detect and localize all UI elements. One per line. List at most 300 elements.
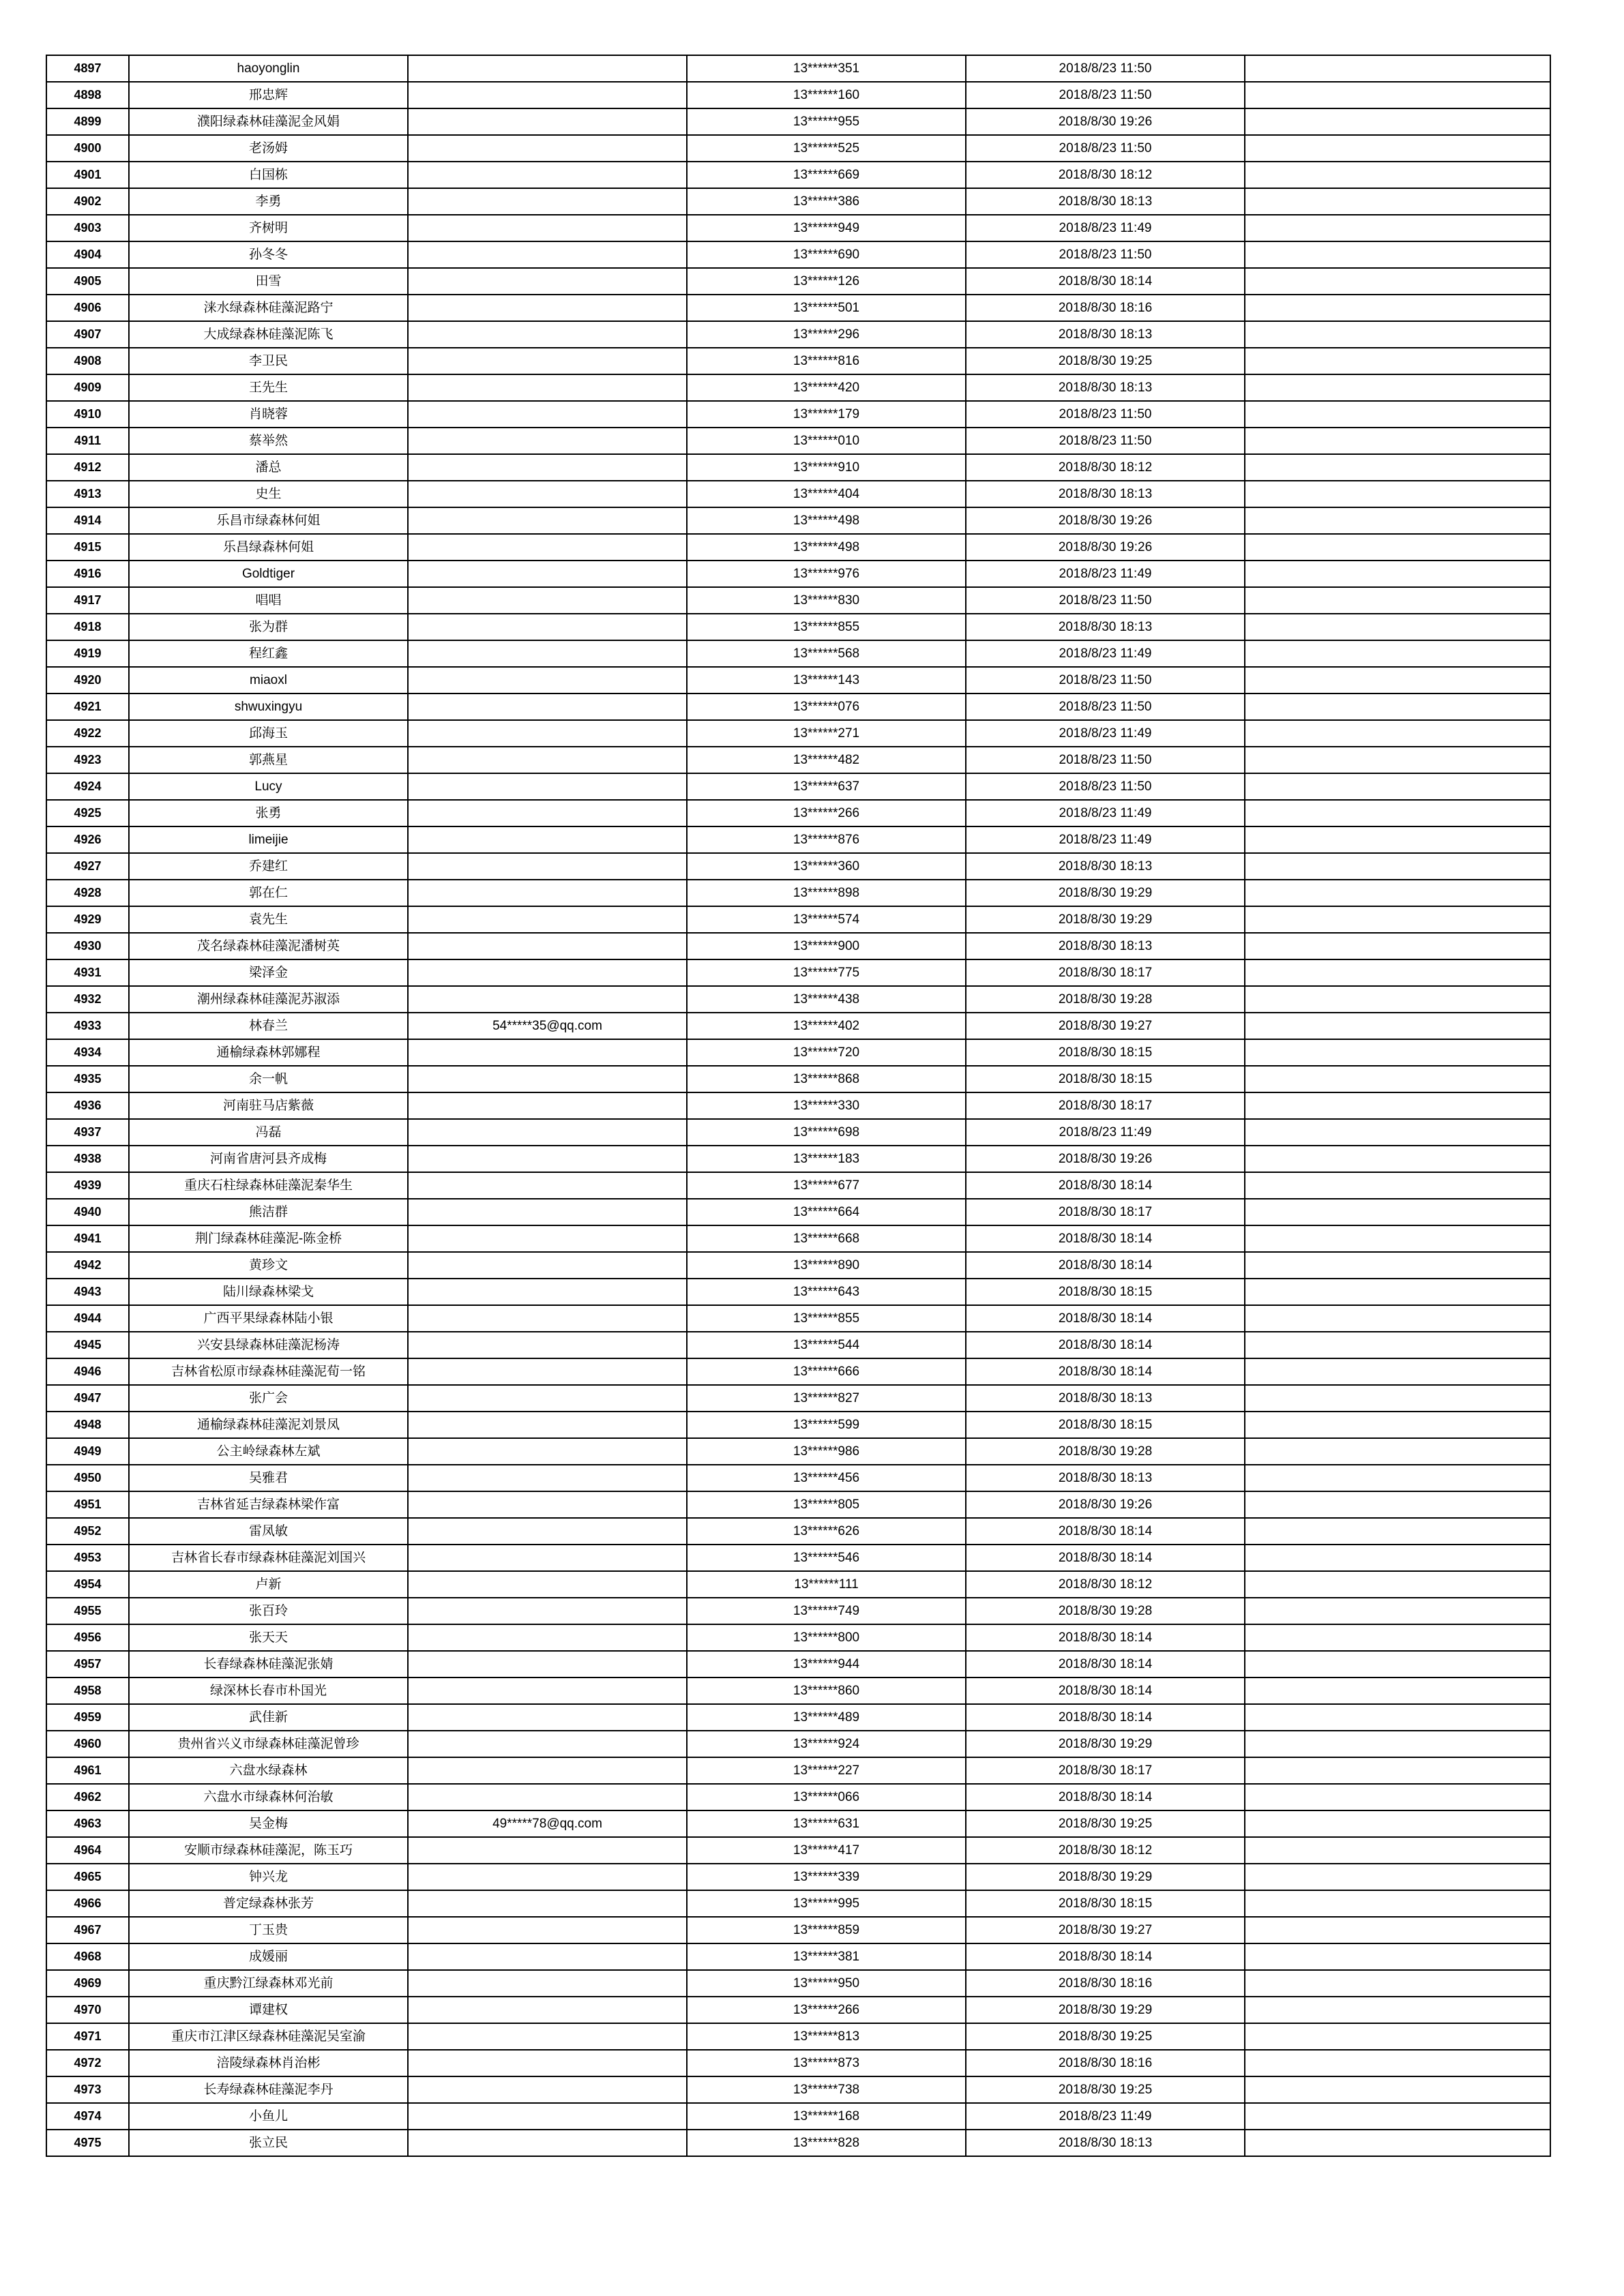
timestamp-cell: 2018/8/30 19:26 — [966, 108, 1245, 135]
phone-cell: 13******859 — [687, 1917, 966, 1943]
name-cell: 唱唱 — [129, 587, 408, 614]
name-cell: 王先生 — [129, 374, 408, 401]
email-cell — [408, 1412, 687, 1438]
table-row — [46, 773, 1550, 800]
row-number-cell: 4962 — [46, 1784, 129, 1810]
table-row — [46, 2103, 1550, 2130]
phone-cell: 13******666 — [687, 1358, 966, 1385]
note-cell — [1245, 428, 1550, 454]
timestamp-cell: 2018/8/30 18:14 — [966, 1651, 1245, 1678]
table-row — [46, 1066, 1550, 1092]
note-cell — [1245, 1039, 1550, 1066]
row-number-cell: 4973 — [46, 2076, 129, 2103]
row-number-cell: 4955 — [46, 1598, 129, 1624]
phone-cell: 13******168 — [687, 2103, 966, 2130]
phone-cell: 13******266 — [687, 800, 966, 826]
note-cell — [1245, 773, 1550, 800]
note-cell — [1245, 1279, 1550, 1305]
phone-cell: 13******855 — [687, 1305, 966, 1332]
email-cell — [408, 614, 687, 640]
row-number-cell: 4922 — [46, 720, 129, 747]
table-row — [46, 215, 1550, 241]
email-cell — [408, 1066, 687, 1092]
timestamp-cell: 2018/8/23 11:49 — [966, 640, 1245, 667]
row-number-cell: 4924 — [46, 773, 129, 800]
table-row — [46, 694, 1550, 720]
row-number-cell: 4948 — [46, 1412, 129, 1438]
note-cell — [1245, 1465, 1550, 1491]
phone-cell: 13******420 — [687, 374, 966, 401]
timestamp-cell: 2018/8/23 11:50 — [966, 667, 1245, 694]
row-number-cell: 4975 — [46, 2130, 129, 2156]
phone-cell: 13******860 — [687, 1678, 966, 1704]
note-cell — [1245, 481, 1550, 507]
phone-cell: 13******339 — [687, 1864, 966, 1890]
note-cell — [1245, 1545, 1550, 1571]
row-number-cell: 4968 — [46, 1943, 129, 1970]
row-number-cell: 4931 — [46, 959, 129, 986]
timestamp-cell: 2018/8/23 11:50 — [966, 241, 1245, 268]
name-cell: 史生 — [129, 481, 408, 507]
row-number-cell: 4927 — [46, 853, 129, 880]
note-cell — [1245, 747, 1550, 773]
phone-cell: 13******456 — [687, 1465, 966, 1491]
table-row — [46, 1092, 1550, 1119]
phone-cell: 13******827 — [687, 1385, 966, 1412]
email-cell — [408, 1864, 687, 1890]
name-cell: 黄珍文 — [129, 1252, 408, 1279]
email-cell — [408, 82, 687, 108]
timestamp-cell: 2018/8/23 11:50 — [966, 694, 1245, 720]
email-cell — [408, 1571, 687, 1598]
email-cell — [408, 2050, 687, 2076]
email-cell — [408, 321, 687, 348]
name-cell: 安顺市绿森林硅藻泥，陈玉巧 — [129, 1837, 408, 1864]
table-row — [46, 1757, 1550, 1784]
note-cell — [1245, 108, 1550, 135]
row-number-cell: 4935 — [46, 1066, 129, 1092]
name-cell: 乐昌绿森林何姐 — [129, 534, 408, 561]
row-number-cell: 4934 — [46, 1039, 129, 1066]
timestamp-cell: 2018/8/30 18:17 — [966, 1757, 1245, 1784]
phone-cell: 13******890 — [687, 1252, 966, 1279]
table-row — [46, 268, 1550, 295]
email-cell — [408, 1704, 687, 1731]
row-number-cell: 4953 — [46, 1545, 129, 1571]
row-number-cell: 4964 — [46, 1837, 129, 1864]
note-cell — [1245, 853, 1550, 880]
row-number-cell: 4918 — [46, 614, 129, 640]
phone-cell: 13******816 — [687, 348, 966, 374]
timestamp-cell: 2018/8/23 11:49 — [966, 561, 1245, 587]
timestamp-cell: 2018/8/30 19:27 — [966, 1917, 1245, 1943]
timestamp-cell: 2018/8/30 18:15 — [966, 1039, 1245, 1066]
table-row — [46, 1465, 1550, 1491]
timestamp-cell: 2018/8/23 11:50 — [966, 587, 1245, 614]
timestamp-cell: 2018/8/30 19:29 — [966, 1731, 1245, 1757]
timestamp-cell: 2018/8/30 18:16 — [966, 2050, 1245, 2076]
table-row — [46, 82, 1550, 108]
phone-cell: 13******599 — [687, 1412, 966, 1438]
note-cell — [1245, 1837, 1550, 1864]
email-cell — [408, 773, 687, 800]
name-cell: 齐树明 — [129, 215, 408, 241]
table-row — [46, 1651, 1550, 1678]
row-number-cell: 4965 — [46, 1864, 129, 1890]
row-number-cell: 4898 — [46, 82, 129, 108]
email-cell — [408, 933, 687, 959]
phone-cell: 13******677 — [687, 1172, 966, 1199]
name-cell: 白国栋 — [129, 162, 408, 188]
timestamp-cell: 2018/8/30 18:15 — [966, 1890, 1245, 1917]
row-number-cell: 4936 — [46, 1092, 129, 1119]
email-cell — [408, 694, 687, 720]
phone-cell: 13******738 — [687, 2076, 966, 2103]
phone-cell: 13******720 — [687, 1039, 966, 1066]
row-number-cell: 4933 — [46, 1013, 129, 1039]
note-cell — [1245, 1092, 1550, 1119]
email-cell — [408, 348, 687, 374]
phone-cell: 13******643 — [687, 1279, 966, 1305]
email-cell — [408, 55, 687, 82]
name-cell: limeijie — [129, 826, 408, 853]
note-cell — [1245, 2076, 1550, 2103]
email-cell: 49*****78@qq.com — [408, 1810, 687, 1837]
table-row — [46, 295, 1550, 321]
timestamp-cell: 2018/8/30 18:13 — [966, 933, 1245, 959]
note-cell — [1245, 1119, 1550, 1146]
name-cell: 李卫民 — [129, 348, 408, 374]
timestamp-cell: 2018/8/30 18:14 — [966, 1678, 1245, 1704]
phone-cell: 13******813 — [687, 2023, 966, 2050]
note-cell — [1245, 1943, 1550, 1970]
phone-cell: 13******775 — [687, 959, 966, 986]
row-number-cell: 4939 — [46, 1172, 129, 1199]
note-cell — [1245, 800, 1550, 826]
note-cell — [1245, 1624, 1550, 1651]
timestamp-cell: 2018/8/30 18:13 — [966, 321, 1245, 348]
email-cell — [408, 268, 687, 295]
note-cell — [1245, 1013, 1550, 1039]
row-number-cell: 4971 — [46, 2023, 129, 2050]
timestamp-cell: 2018/8/30 19:26 — [966, 507, 1245, 534]
name-cell: 濮阳绿森林硅藻泥金风娟 — [129, 108, 408, 135]
phone-cell: 13******271 — [687, 720, 966, 747]
phone-cell: 13******066 — [687, 1784, 966, 1810]
note-cell — [1245, 1890, 1550, 1917]
table-row — [46, 614, 1550, 640]
name-cell: 长寿绿森林硅藻泥李丹 — [129, 2076, 408, 2103]
phone-cell: 13******876 — [687, 826, 966, 853]
name-cell: Lucy — [129, 773, 408, 800]
timestamp-cell: 2018/8/23 11:50 — [966, 428, 1245, 454]
phone-cell: 13******950 — [687, 1970, 966, 1997]
row-number-cell: 4916 — [46, 561, 129, 587]
phone-cell: 13******126 — [687, 268, 966, 295]
table-row — [46, 1890, 1550, 1917]
note-cell — [1245, 401, 1550, 428]
name-cell: 通榆绿森林郭娜程 — [129, 1039, 408, 1066]
row-number-cell: 4947 — [46, 1385, 129, 1412]
name-cell: miaoxl — [129, 667, 408, 694]
timestamp-cell: 2018/8/30 19:29 — [966, 1864, 1245, 1890]
note-cell — [1245, 1997, 1550, 2023]
timestamp-cell: 2018/8/30 18:14 — [966, 1624, 1245, 1651]
table-row — [46, 1013, 1550, 1039]
name-cell: 潘总 — [129, 454, 408, 481]
timestamp-cell: 2018/8/30 19:29 — [966, 906, 1245, 933]
table-row — [46, 640, 1550, 667]
phone-cell: 13******546 — [687, 1545, 966, 1571]
row-number-cell: 4897 — [46, 55, 129, 82]
row-number-cell: 4958 — [46, 1678, 129, 1704]
row-number-cell: 4954 — [46, 1571, 129, 1598]
row-number-cell: 4941 — [46, 1225, 129, 1252]
row-number-cell: 4969 — [46, 1970, 129, 1997]
email-cell — [408, 1890, 687, 1917]
timestamp-cell: 2018/8/30 19:26 — [966, 1491, 1245, 1518]
timestamp-cell: 2018/8/30 18:14 — [966, 1305, 1245, 1332]
phone-cell: 13******544 — [687, 1332, 966, 1358]
phone-cell: 13******976 — [687, 561, 966, 587]
timestamp-cell: 2018/8/30 18:17 — [966, 1199, 1245, 1225]
phone-cell: 13******111 — [687, 1571, 966, 1598]
table-row — [46, 1997, 1550, 2023]
email-cell — [408, 1172, 687, 1199]
timestamp-cell: 2018/8/30 19:25 — [966, 1810, 1245, 1837]
name-cell: 梁泽金 — [129, 959, 408, 986]
note-cell — [1245, 880, 1550, 906]
name-cell: 蔡举然 — [129, 428, 408, 454]
email-cell — [408, 1837, 687, 1864]
phone-cell: 13******955 — [687, 108, 966, 135]
name-cell: 重庆黔江绿森林邓光前 — [129, 1970, 408, 1997]
phone-cell: 13******076 — [687, 694, 966, 720]
email-cell — [408, 1943, 687, 1970]
table-row — [46, 2076, 1550, 2103]
email-cell — [408, 853, 687, 880]
phone-cell: 13******800 — [687, 1624, 966, 1651]
row-number-cell: 4940 — [46, 1199, 129, 1225]
table-row — [46, 826, 1550, 853]
note-cell — [1245, 348, 1550, 374]
table-row — [46, 507, 1550, 534]
timestamp-cell: 2018/8/30 19:25 — [966, 2076, 1245, 2103]
timestamp-cell: 2018/8/30 18:14 — [966, 1704, 1245, 1731]
row-number-cell: 4928 — [46, 880, 129, 906]
table-row — [46, 1119, 1550, 1146]
row-number-cell: 4902 — [46, 188, 129, 215]
phone-cell: 13******855 — [687, 614, 966, 640]
note-cell — [1245, 1598, 1550, 1624]
phone-cell: 13******574 — [687, 906, 966, 933]
note-cell — [1245, 1332, 1550, 1358]
email-cell — [408, 667, 687, 694]
email-cell — [408, 1917, 687, 1943]
phone-cell: 13******501 — [687, 295, 966, 321]
row-number-cell: 4952 — [46, 1518, 129, 1545]
row-number-cell: 4912 — [46, 454, 129, 481]
email-cell — [408, 1039, 687, 1066]
note-cell — [1245, 933, 1550, 959]
note-cell — [1245, 1252, 1550, 1279]
name-cell: 六盘水绿森林 — [129, 1757, 408, 1784]
table-row — [46, 454, 1550, 481]
email-cell — [408, 587, 687, 614]
timestamp-cell: 2018/8/30 18:15 — [966, 1279, 1245, 1305]
table-row — [46, 1545, 1550, 1571]
phone-cell: 13******525 — [687, 135, 966, 162]
name-cell: 河南省唐河县齐成梅 — [129, 1146, 408, 1172]
note-cell — [1245, 1358, 1550, 1385]
name-cell: 乐昌市绿森林何姐 — [129, 507, 408, 534]
name-cell: 张立民 — [129, 2130, 408, 2156]
table-row — [46, 1385, 1550, 1412]
timestamp-cell: 2018/8/30 18:13 — [966, 1465, 1245, 1491]
note-cell — [1245, 1199, 1550, 1225]
note-cell — [1245, 295, 1550, 321]
phone-cell: 13******898 — [687, 880, 966, 906]
row-number-cell: 4901 — [46, 162, 129, 188]
note-cell — [1245, 986, 1550, 1013]
email-cell — [408, 215, 687, 241]
table-row — [46, 108, 1550, 135]
phone-cell: 13******868 — [687, 1066, 966, 1092]
note-cell — [1245, 321, 1550, 348]
timestamp-cell: 2018/8/30 19:29 — [966, 1997, 1245, 2023]
timestamp-cell: 2018/8/30 19:25 — [966, 348, 1245, 374]
row-number-cell: 4913 — [46, 481, 129, 507]
phone-cell: 13******482 — [687, 747, 966, 773]
note-cell — [1245, 1438, 1550, 1465]
table-row — [46, 1438, 1550, 1465]
email-cell — [408, 826, 687, 853]
phone-cell: 13******949 — [687, 215, 966, 241]
name-cell: 潮州绿森林硅藻泥苏淑添 — [129, 986, 408, 1013]
timestamp-cell: 2018/8/30 18:14 — [966, 1332, 1245, 1358]
table-row — [46, 188, 1550, 215]
note-cell — [1245, 1810, 1550, 1837]
email-cell — [408, 1119, 687, 1146]
phone-cell: 13******830 — [687, 587, 966, 614]
row-number-cell: 4914 — [46, 507, 129, 534]
name-cell: 乔建红 — [129, 853, 408, 880]
timestamp-cell: 2018/8/30 19:26 — [966, 534, 1245, 561]
table-row — [46, 1678, 1550, 1704]
table-row — [46, 428, 1550, 454]
name-cell: 钟兴龙 — [129, 1864, 408, 1890]
note-cell — [1245, 1651, 1550, 1678]
email-cell — [408, 454, 687, 481]
note-cell — [1245, 1066, 1550, 1092]
note-cell — [1245, 1518, 1550, 1545]
row-number-cell: 4945 — [46, 1332, 129, 1358]
row-number-cell: 4959 — [46, 1704, 129, 1731]
name-cell: 李勇 — [129, 188, 408, 215]
timestamp-cell: 2018/8/30 18:16 — [966, 295, 1245, 321]
email-cell — [408, 1358, 687, 1385]
row-number-cell: 4906 — [46, 295, 129, 321]
note-cell — [1245, 374, 1550, 401]
email-cell — [408, 1518, 687, 1545]
table-row — [46, 1279, 1550, 1305]
phone-cell: 13******360 — [687, 853, 966, 880]
timestamp-cell: 2018/8/30 18:14 — [966, 268, 1245, 295]
note-cell — [1245, 587, 1550, 614]
table-row — [46, 1358, 1550, 1385]
timestamp-cell: 2018/8/30 18:15 — [966, 1066, 1245, 1092]
note-cell — [1245, 1305, 1550, 1332]
table-row — [46, 1598, 1550, 1624]
phone-cell: 13******637 — [687, 773, 966, 800]
timestamp-cell: 2018/8/30 18:12 — [966, 454, 1245, 481]
note-cell — [1245, 241, 1550, 268]
email-cell — [408, 1225, 687, 1252]
row-number-cell: 4915 — [46, 534, 129, 561]
table-row — [46, 561, 1550, 587]
table-row — [46, 880, 1550, 906]
email-cell — [408, 1731, 687, 1757]
email-cell — [408, 135, 687, 162]
phone-cell: 13******698 — [687, 1119, 966, 1146]
row-number-cell: 4972 — [46, 2050, 129, 2076]
name-cell: 重庆石柱绿森林硅藻泥秦华生 — [129, 1172, 408, 1199]
name-cell: 肖晓蓉 — [129, 401, 408, 428]
name-cell: 余一帆 — [129, 1066, 408, 1092]
table-row — [46, 1252, 1550, 1279]
phone-cell: 13******266 — [687, 1997, 966, 2023]
email-cell: 54*****35@qq.com — [408, 1013, 687, 1039]
timestamp-cell: 2018/8/23 11:50 — [966, 773, 1245, 800]
note-cell — [1245, 2023, 1550, 2050]
phone-cell: 13******924 — [687, 1731, 966, 1757]
note-cell — [1245, 534, 1550, 561]
row-number-cell: 4967 — [46, 1917, 129, 1943]
timestamp-cell: 2018/8/30 19:28 — [966, 986, 1245, 1013]
email-cell — [408, 428, 687, 454]
name-cell: 绿深林长春市朴国光 — [129, 1678, 408, 1704]
phone-cell: 13******995 — [687, 1890, 966, 1917]
timestamp-cell: 2018/8/23 11:49 — [966, 720, 1245, 747]
phone-cell: 13******631 — [687, 1810, 966, 1837]
phone-cell: 13******386 — [687, 188, 966, 215]
note-cell — [1245, 1146, 1550, 1172]
table-row — [46, 1491, 1550, 1518]
name-cell: 小鱼儿 — [129, 2103, 408, 2130]
note-cell — [1245, 561, 1550, 587]
name-cell: 武佳新 — [129, 1704, 408, 1731]
phone-cell: 13******179 — [687, 401, 966, 428]
email-cell — [408, 162, 687, 188]
email-cell — [408, 1678, 687, 1704]
timestamp-cell: 2018/8/30 18:14 — [966, 1518, 1245, 1545]
note-cell — [1245, 1172, 1550, 1199]
table-row — [46, 1731, 1550, 1757]
row-number-cell: 4926 — [46, 826, 129, 853]
email-cell — [408, 561, 687, 587]
note-cell — [1245, 82, 1550, 108]
note-cell — [1245, 1970, 1550, 1997]
email-cell — [408, 401, 687, 428]
email-cell — [408, 1465, 687, 1491]
email-cell — [408, 374, 687, 401]
timestamp-cell: 2018/8/30 18:14 — [966, 1252, 1245, 1279]
timestamp-cell: 2018/8/30 18:13 — [966, 188, 1245, 215]
email-cell — [408, 2130, 687, 2156]
timestamp-cell: 2018/8/30 18:13 — [966, 614, 1245, 640]
name-cell: 吴金梅 — [129, 1810, 408, 1837]
timestamp-cell: 2018/8/30 19:25 — [966, 2023, 1245, 2050]
